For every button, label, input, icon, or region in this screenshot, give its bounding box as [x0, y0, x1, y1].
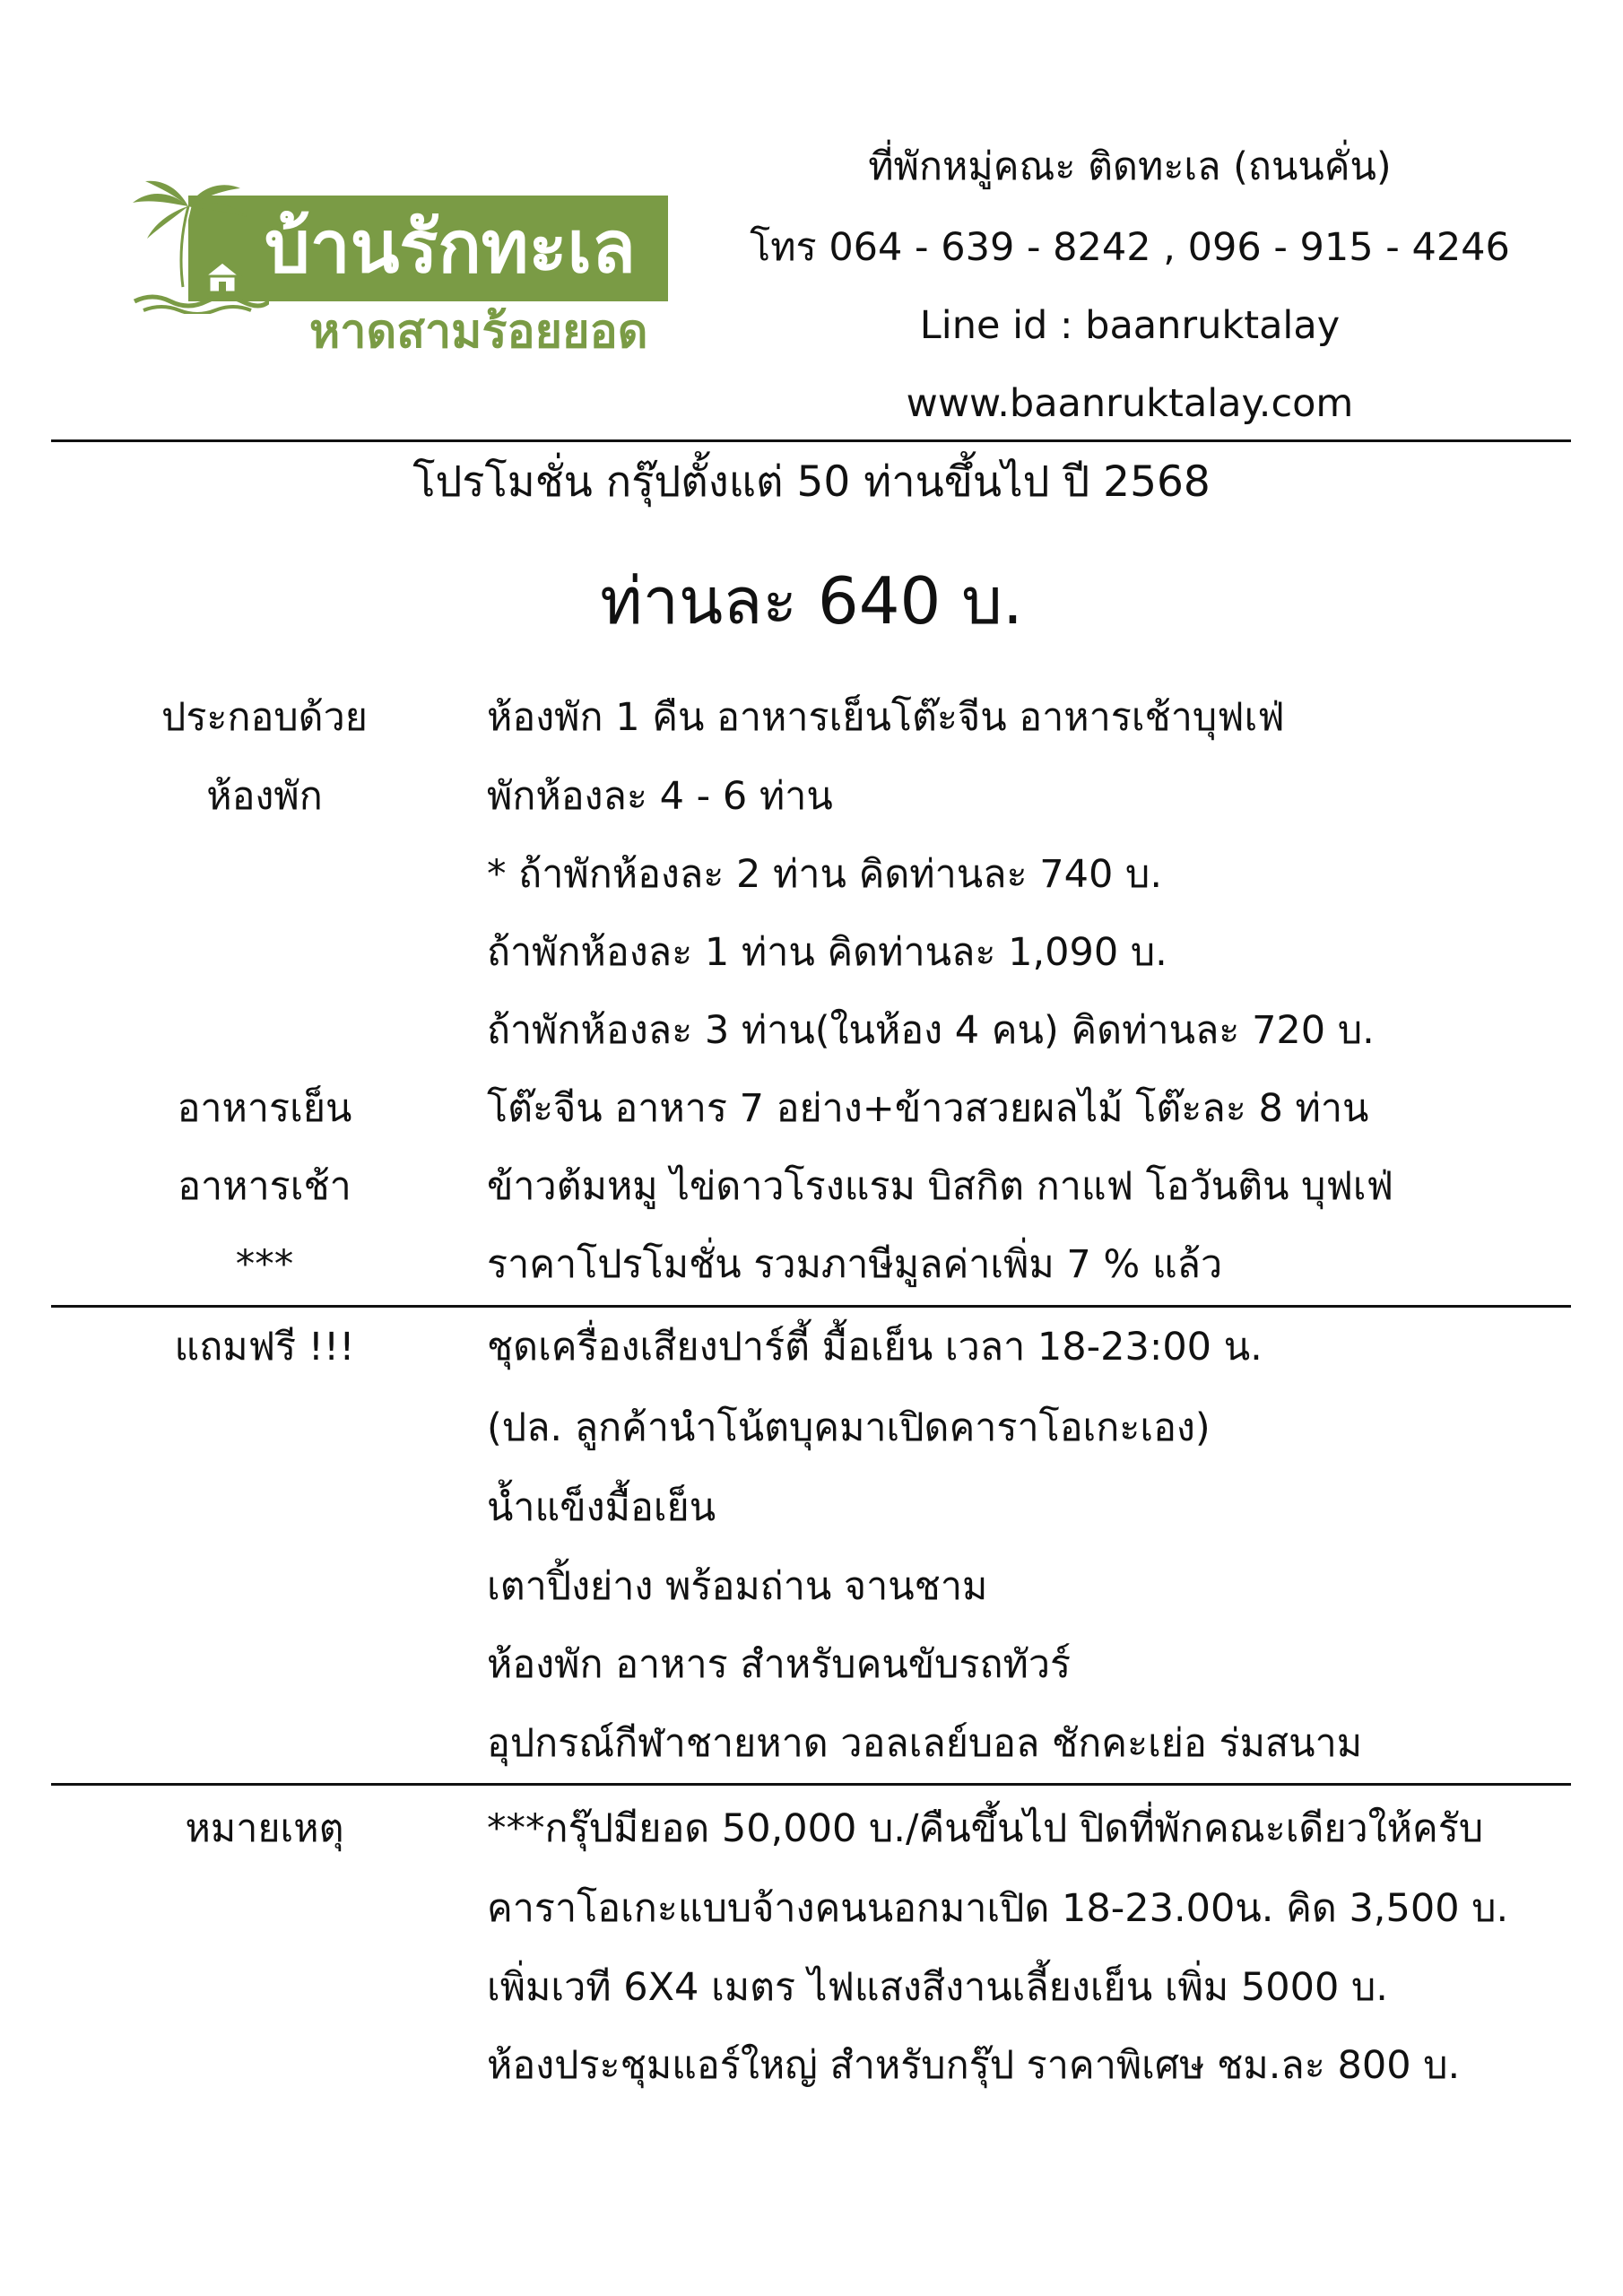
room-line: พักห้องละ 4 - 6 ท่าน	[487, 774, 833, 819]
includes-label: ประกอบด้วย	[161, 695, 368, 740]
promo-title: โปรโมชั่น กรุ๊ปตั้งแต่ 50 ท่านขึ้นไป ปี 2568	[412, 457, 1211, 507]
price-headline: ท่านละ 640 บ.	[600, 563, 1023, 639]
note-item: ห้องประชุมแอร์ใหญ่ สำหรับกรุ๊ป ราคาพิเศษ ชม.ละ 800 บ.	[487, 2043, 1461, 2088]
note-item: คาราโอเกะแบบจ้างคนนอกมาเปิด 18-23.00น. คิด 3,500 บ.	[487, 1886, 1509, 1931]
free-item: เตาปิ้งย่าง พร้อมถ่าน จานชาม	[487, 1564, 988, 1609]
free-item: น้ำแข็งมื้อเย็น	[487, 1485, 716, 1530]
notes-label: หมายเหตุ	[185, 1806, 344, 1851]
breakfast-text: ข้าวต้มหมู ไข่ดาวโรงแรม บิสกิต กาแฟ โอวันติน บุฟเฟ่	[487, 1164, 1394, 1209]
contact-website: www.baanruktalay.com	[906, 381, 1354, 426]
palm-tree-icon	[126, 179, 269, 314]
room-line: * ถ้าพักห้องละ 2 ท่าน คิดท่านละ 740 บ.	[487, 852, 1162, 897]
room-line: ถ้าพักห้องละ 3 ท่าน(ในห้อง 4 คน) คิดท่านละ 720 บ.	[487, 1008, 1375, 1053]
logo	[126, 179, 681, 359]
free-item: อุปกรณ์กีฬาชายหาด วอลเลย์บอล ชักคะเย่อ ร่มสนาม	[487, 1721, 1363, 1766]
dinner-text: โต๊ะจีน อาหาร 7 อย่าง+ข้าวสวยผลไม้ โต๊ะละ 8 ท่าน	[487, 1086, 1369, 1131]
contact-phone: โทร 064 - 639 - 8242 , 096 - 915 - 4246	[750, 225, 1510, 270]
contact-line-id: Line id : baanruktalay	[919, 303, 1341, 348]
breakfast-label: อาหารเช้า	[178, 1164, 352, 1209]
free-label: แถมฟรี !!!	[174, 1325, 355, 1370]
logo-sub-text: หาดสามร้อยยอด	[309, 305, 648, 359]
note-item: เพิ่มเวที 6X4 เมตร ไฟแสงสีงานเลี้ยงเย็น เพิ่ม 5000 บ.	[487, 1965, 1388, 2010]
logo-main-text: บ้านรักทะเล	[265, 205, 636, 289]
note-item: ***กรุ๊ปมียอด 50,000 บ./คืนขึ้นไป ปิดที่พักคณะเดียวให้ครับ	[487, 1806, 1484, 1851]
free-item: (ปล. ลูกค้านำโน้ตบุคมาเปิดคาราโอเกะเอง)	[487, 1405, 1211, 1450]
vat-text: ราคาโปรโมชั่น รวมภาษีมูลค่าเพิ่ม 7 % แล้ว	[487, 1242, 1223, 1287]
contact-tagline: ที่พักหมู่คณะ ติดทะเล (ถนนคั่น)	[868, 144, 1392, 189]
free-item: ห้องพัก อาหาร สำหรับคนขับรถทัวร์	[487, 1642, 1072, 1687]
divider-middle	[51, 1305, 1571, 1308]
vat-label: ***	[235, 1242, 294, 1287]
dinner-label: อาหารเย็น	[177, 1086, 352, 1131]
divider-bottom	[51, 1783, 1571, 1786]
room-label: ห้องพัก	[206, 774, 323, 819]
divider-top	[51, 439, 1571, 442]
room-line: ถ้าพักห้องละ 1 ท่าน คิดท่านละ 1,090 บ.	[487, 930, 1167, 975]
includes-text: ห้องพัก 1 คืน อาหารเย็นโต๊ะจีน อาหารเช้าบุฟเฟ่	[487, 695, 1285, 740]
free-item: ชุดเครื่องเสียงปาร์ตี้ มื้อเย็น เวลา 18-23:00 น.	[487, 1325, 1263, 1370]
